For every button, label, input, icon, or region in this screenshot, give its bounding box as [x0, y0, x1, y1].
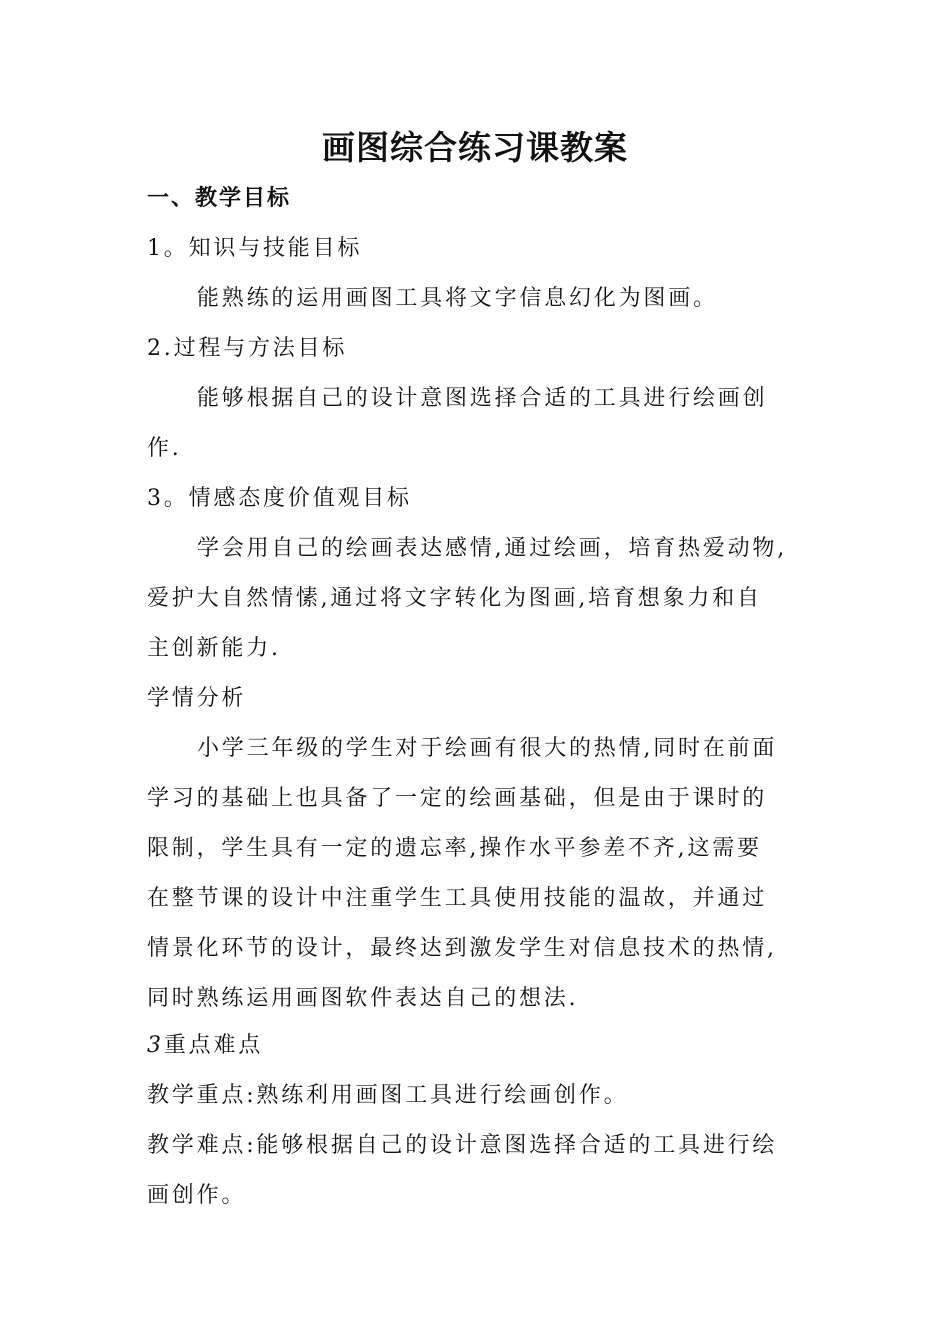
analysis-text-line-1: 小学三年级的学生对于绘画有很大的热情,同时在前面 [197, 736, 778, 761]
difficult-point-text-line-2: 画创作。 [147, 1183, 247, 1208]
goal-text-knowledge-skills: 能熟练的运用画图工具将文字信息幻化为图画。 [197, 286, 718, 311]
document-title: 画图综合练习课教案 [322, 128, 628, 167]
goal-text-emotion-attitude-line-3: 主创新能力. [147, 636, 281, 661]
goal-heading-process-method: 2.过程与方法目标 [147, 336, 348, 361]
analysis-text-line-5: 情景化环节的设计，最终达到激发学生对信息技术的热情, [147, 936, 777, 961]
goal-text-process-method-line-1: 能够根据自己的设计意图选择合适的工具进行绘画创 [197, 386, 768, 411]
keypoints-number: 3 [147, 1033, 164, 1058]
goal-text-emotion-attitude-line-2: 爱护大自然情愫,通过将文字转化为图画,培育想象力和自 [147, 586, 762, 611]
section-heading-teaching-goals: 一、教学目标 [147, 186, 292, 211]
key-point-text: 教学重点:熟练利用画图工具进行绘画创作。 [147, 1083, 629, 1108]
goal-heading-knowledge-skills: 1。知识与技能目标 [147, 236, 363, 261]
keypoints-heading-text: 重点难点 [163, 1033, 264, 1058]
analysis-text-line-3: 限制，学生具有一定的遗忘率,操作水平参差不齐,这需要 [147, 836, 762, 861]
difficult-point-text-line-1: 教学难点:能够根据自己的设计意图选择合适的工具进行绘 [147, 1133, 778, 1158]
goal-text-process-method-line-2: 作. [147, 436, 182, 461]
analysis-text-line-6: 同时熟练运用画图软件表达自己的想法. [147, 986, 579, 1011]
keypoints-heading [147, 1030, 263, 1062]
analysis-text-line-4: 在整节课的设计中注重学生工具使用技能的温故，并通过 [147, 886, 768, 911]
analysis-text-line-2: 学习的基础上也具备了一定的绘画基础，但是由于课时的 [147, 786, 768, 811]
analysis-heading: 学情分析 [147, 686, 247, 711]
goal-text-emotion-attitude-line-1: 学会用自己的绘画表达感情,通过绘画，培育热爱动物, [197, 536, 787, 561]
goal-heading-emotion-attitude: 3。情感态度价值观目标 [147, 486, 412, 511]
